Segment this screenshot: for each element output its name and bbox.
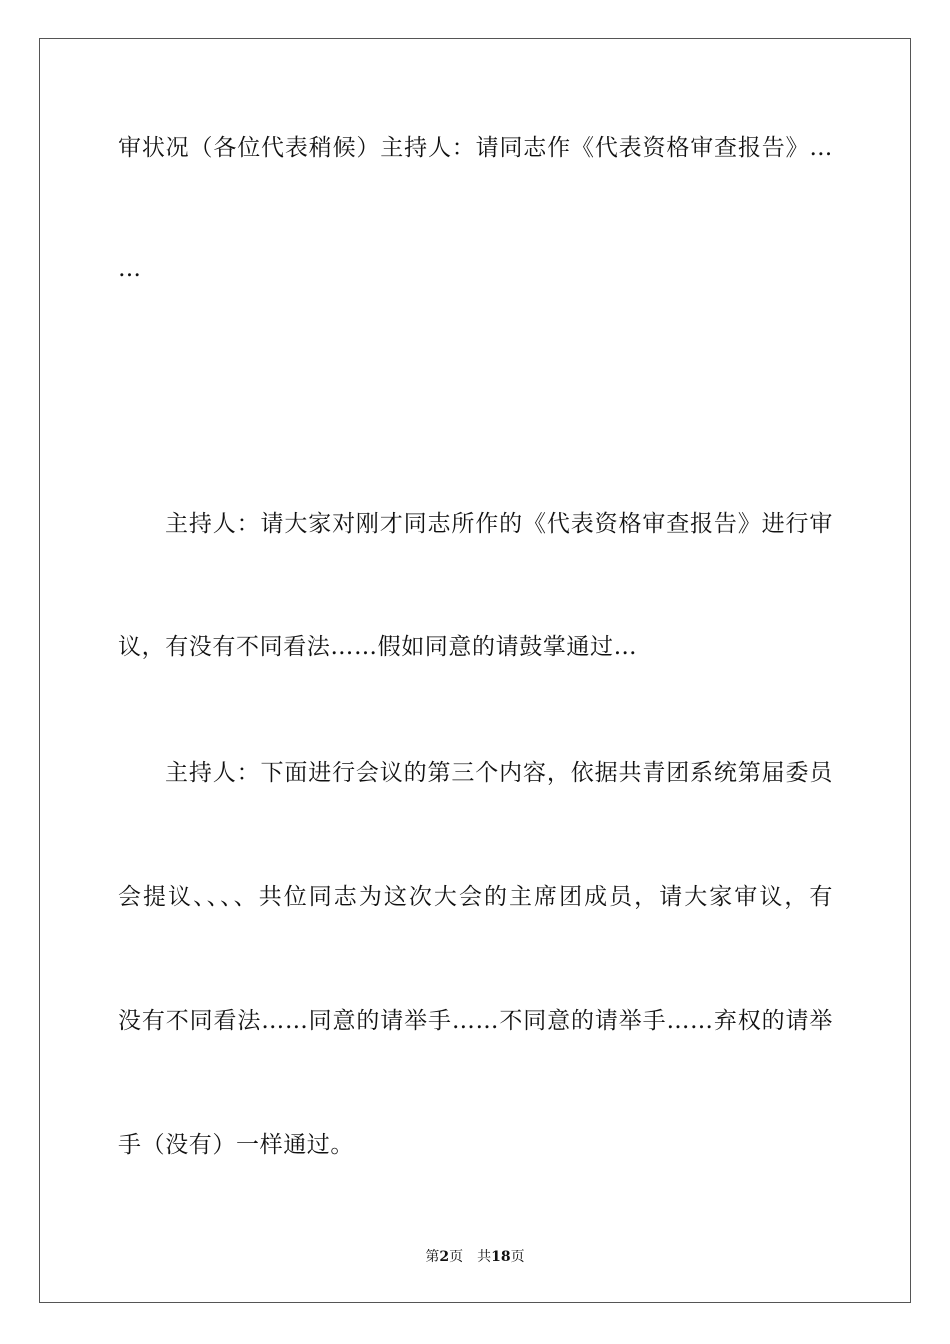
footer-page-suffix: 页 — [449, 1249, 464, 1265]
page-footer — [0, 1248, 950, 1266]
paragraph-line-8: 手（没有）一样通过。 — [118, 1132, 354, 1158]
footer-total-pages: 18 — [491, 1249, 511, 1265]
footer-total-suffix: 页 — [510, 1249, 525, 1265]
paragraph-line-3: 主持人：请大家对刚才同志所作的《代表资格审查报告》进行审 — [165, 511, 833, 537]
paragraph-line-7: 没有不同看法……同意的请举手……不同意的请举手……弃权的请举 — [118, 1008, 833, 1034]
footer-page-prefix: 第 — [425, 1249, 440, 1265]
paragraph-line-4: 议，有没有不同看法……假如同意的请鼓掌通过… — [118, 634, 638, 660]
paragraph-line-6: 会提议、、、、共位同志为这次大会的主席团成员，请大家审议，有 — [118, 884, 833, 910]
paragraph-line-1: 审状况（各位代表稍候）主持人：请同志作《代表资格审查报告》… — [118, 135, 833, 161]
paragraph-line-5: 主持人：下面进行会议的第三个内容，依据共青团系统第届委员 — [165, 760, 833, 786]
paragraph-line-2: … — [118, 256, 142, 282]
footer-page-number: 2 — [439, 1249, 450, 1265]
page-border — [39, 38, 911, 1303]
footer-total-prefix: 共 — [477, 1249, 492, 1265]
